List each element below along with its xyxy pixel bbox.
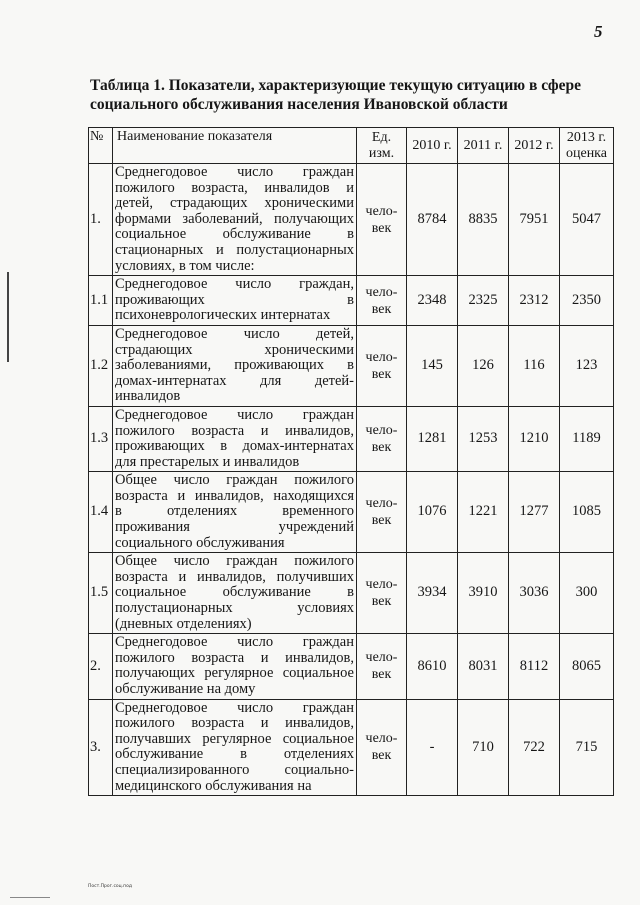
table-row xyxy=(89,472,614,553)
indicator-name-line: (дневных отделениях) xyxy=(115,616,252,632)
indicator-name-line: специализированного социально- xyxy=(115,762,354,778)
unit-line: чело- xyxy=(365,496,398,512)
value-2013: 123 xyxy=(560,325,614,406)
header-2013-line-1: 2013 г. xyxy=(566,129,607,145)
indicator-name-line: получавших регулярное социальное xyxy=(115,731,354,747)
indicator-name-line: Среднегодовое число граждан, xyxy=(115,277,354,293)
indicator-name-line: возраста и инвалидов, находящихся xyxy=(115,488,354,504)
indicator-name-line: полустационарных условиях xyxy=(115,601,354,617)
row-number: 1.4 xyxy=(89,472,113,553)
value-2012: 7951 xyxy=(509,164,560,276)
value-2012: 2312 xyxy=(509,276,560,326)
indicator-name-line: пожилого возраста и инвалидов, xyxy=(115,423,354,439)
value-2013: 1189 xyxy=(560,406,614,471)
page-number: 5 xyxy=(594,22,603,41)
indicator-name xyxy=(113,634,357,699)
indicator-name xyxy=(113,699,357,796)
value-2010: 1076 xyxy=(407,472,458,553)
unit-line: век xyxy=(371,366,392,382)
unit-line: век xyxy=(371,440,392,456)
indicator-name-line: пожилого возраста и инвалидов, xyxy=(115,716,354,732)
indicator-name-line: Среднегодовое число граждан xyxy=(115,700,354,716)
value-2011: 3910 xyxy=(458,553,509,634)
unit-cell xyxy=(357,699,407,796)
unit-line: чело- xyxy=(365,349,398,365)
indicator-name-line: социальное обслуживание в xyxy=(115,227,354,243)
value-2013: 300 xyxy=(560,553,614,634)
indicator-name-line: детей, страдающих хроническими xyxy=(115,196,354,212)
unit-line: век xyxy=(371,220,392,236)
indicator-name-line: возраста и инвалидов, получивших xyxy=(115,569,354,585)
unit-line: век xyxy=(371,301,392,317)
indicator-name-line: домах-интернатах для детей- xyxy=(115,373,354,389)
indicator-name-line: Общее число граждан пожилого xyxy=(115,473,354,489)
indicator-name-line: обслуживание на дому xyxy=(115,682,256,697)
unit-line: век xyxy=(371,667,392,683)
header-unit xyxy=(357,128,407,164)
unit-cell xyxy=(357,325,407,406)
indicator-name-line: Среднегодовое число детей, xyxy=(115,326,354,342)
indicator-name-line: заболеваниями, проживающих в xyxy=(115,358,354,374)
indicator-name xyxy=(113,164,357,276)
header-2013-line-2: оценка xyxy=(565,145,607,161)
value-2013: 1085 xyxy=(560,472,614,553)
value-2012: 1210 xyxy=(509,406,560,471)
value-2011: 126 xyxy=(458,325,509,406)
row-number: 1.1 xyxy=(89,276,113,326)
indicator-name-line: проживающих в xyxy=(115,292,354,308)
row-number: 1.2 xyxy=(89,325,113,406)
value-2010: 3934 xyxy=(407,553,458,634)
unit-line: век xyxy=(371,594,392,610)
header-2011: 2011 г. xyxy=(458,128,509,164)
header-number: № xyxy=(89,128,113,164)
indicator-name-line: проживающих в домах-интернатах xyxy=(115,439,354,455)
value-2010: 145 xyxy=(407,325,458,406)
indicator-name-line: условиях, в том числе: xyxy=(115,258,255,274)
indicator-name-line: инвалидов xyxy=(115,389,181,405)
unit-cell xyxy=(357,634,407,699)
indicator-name-line: пожилого возраста и инвалидов, xyxy=(115,650,354,666)
indicator-name-line: страдающих хроническими xyxy=(115,342,354,358)
header-unit-line-1: Ед. xyxy=(371,129,392,145)
value-2010: - xyxy=(407,699,458,796)
value-2013: 715 xyxy=(560,699,614,796)
value-2011: 8835 xyxy=(458,164,509,276)
indicator-name-line: в отделениях временного xyxy=(115,504,354,520)
value-2012: 3036 xyxy=(509,553,560,634)
value-2012: 8112 xyxy=(509,634,560,699)
indicator-name-line: социального обслуживания xyxy=(115,535,285,551)
value-2013: 5047 xyxy=(560,164,614,276)
row-number: 1.3 xyxy=(89,406,113,471)
indicator-name xyxy=(113,472,357,553)
unit-line: чело- xyxy=(365,650,398,666)
row-number: 3. xyxy=(89,699,113,796)
row-number: 1.5 xyxy=(89,553,113,634)
indicator-name-line: формами заболеваний, получающих xyxy=(115,211,354,227)
table-title-line-1: Таблица 1. Показатели, характеризующие текущую ситуацию в сфере xyxy=(90,77,581,94)
indicator-name-line: психоневрологических интернатах xyxy=(115,308,331,324)
value-2011: 8031 xyxy=(458,634,509,699)
table-title-line-2: социального обслуживания населения Ивановской области xyxy=(90,96,508,113)
unit-cell xyxy=(357,472,407,553)
table-row xyxy=(89,634,614,699)
value-2013: 8065 xyxy=(560,634,614,699)
header-unit-line-2: изм. xyxy=(368,145,395,161)
value-2010: 1281 xyxy=(407,406,458,471)
value-2012: 116 xyxy=(509,325,560,406)
unit-line: чело- xyxy=(365,731,398,747)
indicator-name xyxy=(113,276,357,326)
indicator-name-line: социальное обслуживание в xyxy=(115,585,354,601)
indicator-name-line: пожилого возраста, инвалидов и xyxy=(115,180,354,196)
header-2012: 2012 г. xyxy=(509,128,560,164)
footer-line xyxy=(10,897,50,898)
indicator-name-line: медицинского обслуживания на xyxy=(115,778,312,794)
indicators-table xyxy=(88,127,614,796)
indicator-name-line: проживания учреждений xyxy=(115,520,354,536)
value-2011: 1221 xyxy=(458,472,509,553)
header-2010: 2010 г. xyxy=(407,128,458,164)
unit-line: чело- xyxy=(365,284,398,300)
indicator-name xyxy=(113,553,357,634)
value-2013: 2350 xyxy=(560,276,614,326)
value-2011: 2325 xyxy=(458,276,509,326)
indicator-name-line: стационарных и полустационарных xyxy=(115,242,354,258)
unit-cell xyxy=(357,276,407,326)
table-row xyxy=(89,406,614,471)
unit-cell xyxy=(357,406,407,471)
header-2013-estimate xyxy=(560,128,614,164)
footer-note: Пост.Прог.соц.под xyxy=(88,884,132,889)
unit-line: век xyxy=(371,748,392,764)
unit-cell xyxy=(357,553,407,634)
unit-line: чело- xyxy=(365,423,398,439)
value-2011: 1253 xyxy=(458,406,509,471)
table-row xyxy=(89,325,614,406)
unit-line: век xyxy=(371,513,392,529)
row-number: 2. xyxy=(89,634,113,699)
table-title xyxy=(90,76,581,114)
indicator-name-line: Среднегодовое число граждан xyxy=(115,407,354,423)
table-row xyxy=(89,164,614,276)
table-row xyxy=(89,276,614,326)
header-indicator-name: Наименование показателя xyxy=(113,128,357,164)
margin-mark xyxy=(7,272,9,362)
unit-cell xyxy=(357,164,407,276)
value-2010: 8784 xyxy=(407,164,458,276)
value-2012: 1277 xyxy=(509,472,560,553)
value-2011: 710 xyxy=(458,699,509,796)
indicator-name-line: обслуживание в отделениях xyxy=(115,747,354,763)
unit-line: чело- xyxy=(365,203,398,219)
row-number: 1. xyxy=(89,164,113,276)
indicator-name xyxy=(113,406,357,471)
value-2012: 722 xyxy=(509,699,560,796)
indicator-name-line: Общее число граждан пожилого xyxy=(115,554,354,570)
indicator-name xyxy=(113,325,357,406)
indicator-name-line: для престарелых и инвалидов xyxy=(115,454,300,470)
table-row xyxy=(89,553,614,634)
indicator-name-line: Среднегодовое число граждан xyxy=(115,635,354,651)
value-2010: 8610 xyxy=(407,634,458,699)
indicator-name-line: Среднегодовое число граждан xyxy=(115,165,354,180)
value-2010: 2348 xyxy=(407,276,458,326)
unit-line: чело- xyxy=(365,577,398,593)
indicator-name-line: получающих регулярное социальное xyxy=(115,666,354,682)
table-header-row xyxy=(89,128,614,164)
table-row xyxy=(89,699,614,796)
